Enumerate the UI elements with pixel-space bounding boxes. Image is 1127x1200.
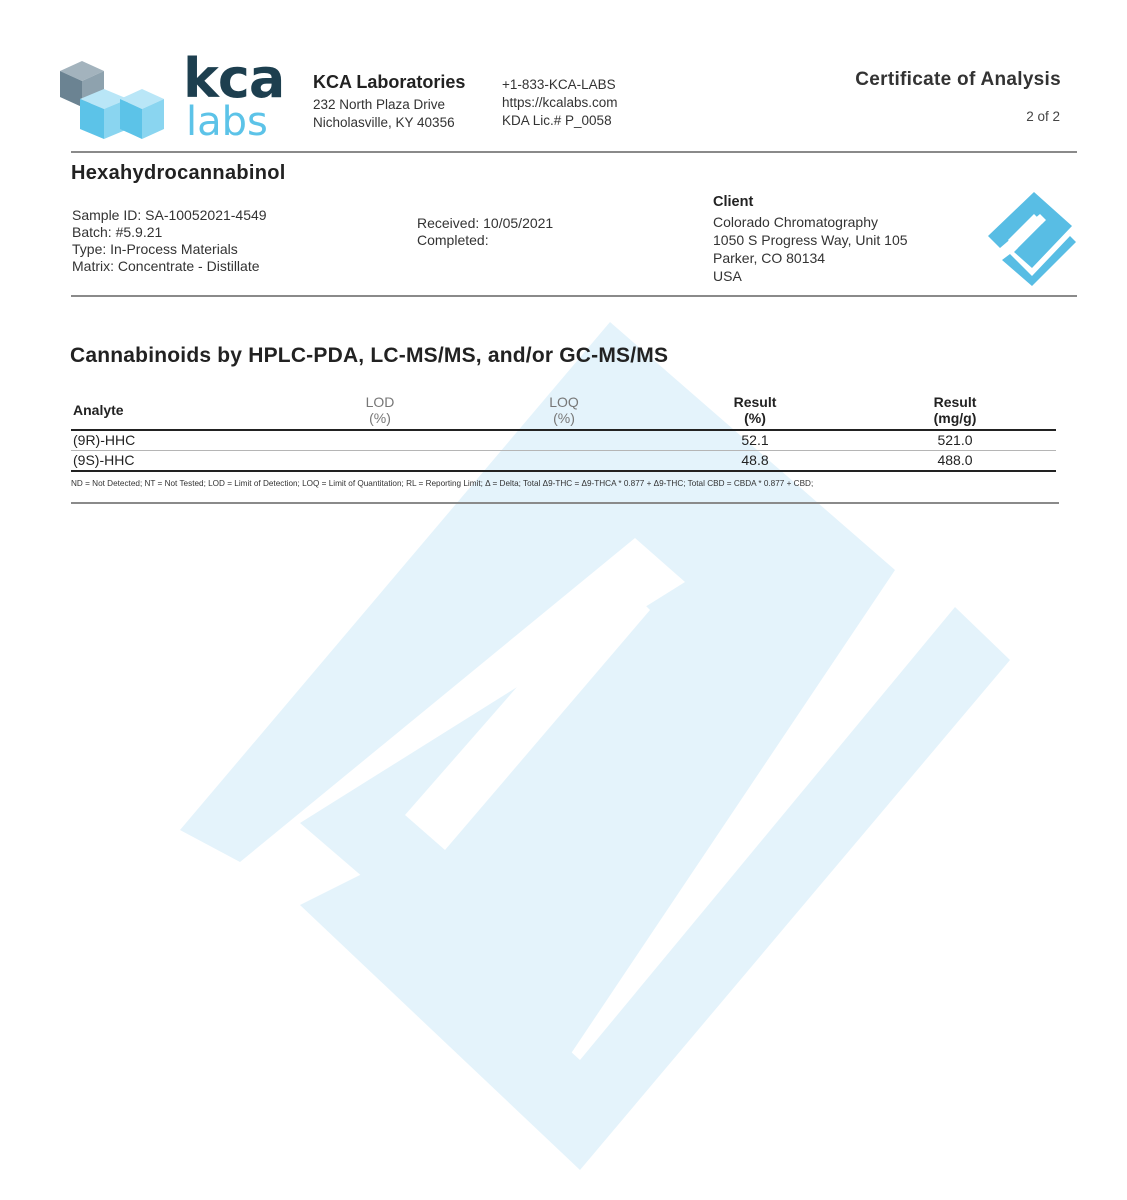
header-divider (71, 151, 1077, 153)
table-row-divider (71, 450, 1056, 451)
table-row-result-pct: 48.8 (741, 452, 769, 468)
client-heading: Client (713, 194, 754, 210)
product-name: Hexahydrocannabinol (71, 162, 286, 184)
logo-kca-text: kca (183, 47, 285, 110)
lab-website: https://kcalabs.com (502, 95, 618, 110)
table-row-result-mg: 521.0 (937, 432, 973, 448)
sample-matrix: Matrix: Concentrate - Distillate (72, 258, 260, 274)
table-footnote: ND = Not Detected; NT = Not Tested; LOD = Limit of Detection; LOQ = Limit of Quantitation; RL = Reporting Limit; Δ = Delta; Total Δ9-THC = Δ9-THCA * 0.877 + Δ9-THC; Total CBD = CBDA * 0.877 + CBD; (71, 479, 814, 488)
table-header-rule (71, 429, 1056, 431)
client-logo-icon (984, 190, 1076, 286)
lab-address-line1: 232 North Plaza Drive (313, 97, 446, 112)
table-row-analyte: (9S)-HHC (73, 452, 135, 468)
client-country: USA (713, 268, 742, 284)
sample-id: Sample ID: SA-10052021-4549 (72, 207, 267, 223)
lab-address-line2: Nicholasville, KY 40356 (313, 115, 455, 130)
table-row-result-mg: 488.0 (937, 452, 973, 468)
col-header-result-pct: Result (%) (733, 394, 777, 426)
col-header-loq: LOQ (%) (549, 394, 579, 426)
logo-cubes-icon (52, 55, 172, 145)
page-number: 2 of 2 (1026, 109, 1060, 124)
document-title: Certificate of Analysis (855, 69, 1061, 90)
info-divider (71, 295, 1077, 297)
sample-type: Type: In-Process Materials (72, 241, 238, 257)
lab-name: KCA Laboratories (313, 72, 466, 92)
logo-labs-text: labs (186, 99, 268, 145)
completed-date: Completed: (417, 232, 489, 248)
section-end-divider (71, 502, 1059, 504)
col-header-analyte: Analyte (73, 402, 124, 418)
client-address1: 1050 S Progress Way, Unit 105 (713, 232, 908, 248)
client-name: Colorado Chromatography (713, 214, 878, 230)
batch: Batch: #5.9.21 (72, 224, 163, 240)
table-row-result-pct: 52.1 (741, 432, 769, 448)
lab-license: KDA Lic.# P_0058 (502, 113, 612, 128)
client-address2: Parker, CO 80134 (713, 250, 826, 266)
table-bottom-rule (71, 470, 1056, 472)
col-header-result-mg: Result (mg/g) (933, 394, 977, 426)
lab-phone: +1-833-KCA-LABS (502, 77, 616, 92)
received-date: Received: 10/05/2021 (417, 215, 554, 231)
section-title: Cannabinoids by HPLC-PDA, LC-MS/MS, and/or GC-MS/MS (70, 344, 669, 367)
table-row-analyte: (9R)-HHC (73, 432, 136, 448)
col-header-lod: LOD (%) (365, 394, 395, 426)
